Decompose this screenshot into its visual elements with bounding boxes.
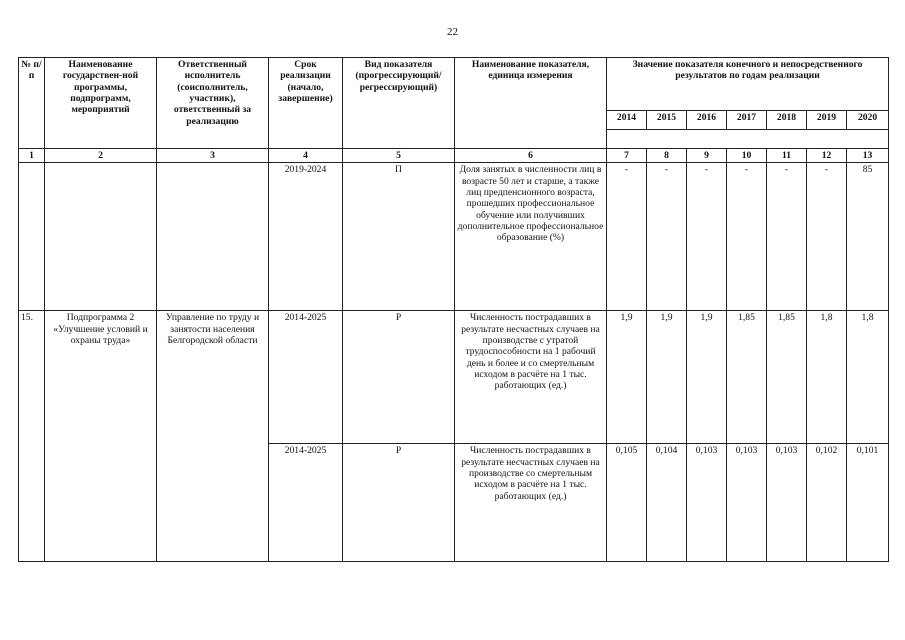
row-value: 0,103 — [687, 444, 727, 562]
row-value: - — [727, 163, 767, 311]
row-value: 1,9 — [687, 311, 727, 444]
header-spacer — [607, 130, 889, 149]
row-value: 1,9 — [607, 311, 647, 444]
header-year: 2018 — [767, 111, 807, 130]
row-value: 1,9 — [647, 311, 687, 444]
column-number: 13 — [847, 149, 889, 163]
column-number: 7 — [607, 149, 647, 163]
header-name: Наименование государствен-ной программы, подпрограмм, мероприятий — [45, 58, 157, 149]
row-indicator: Доля занятых в численности лиц в возрасте 50 лет и старше, а также лиц предпенсионного возраста, прошедших профессиональное обучение или получивших дополнительное профессиональное образование (%) — [455, 163, 607, 311]
row-value: 0,105 — [607, 444, 647, 562]
header-year: 2019 — [807, 111, 847, 130]
row-term: 2019-2024 — [269, 163, 343, 311]
column-number: 10 — [727, 149, 767, 163]
header-responsible: Ответственный исполнитель (соисполнитель, участник), ответственный за реализацию — [157, 58, 269, 149]
header-year: 2020 — [847, 111, 889, 130]
row-value: 85 — [847, 163, 889, 311]
row-term: 2014-2025 — [269, 444, 343, 562]
column-number: 1 — [19, 149, 45, 163]
row-num: 15. — [19, 311, 45, 562]
header-indicator: Наименование показателя, единица измерения — [455, 58, 607, 149]
column-number: 9 — [687, 149, 727, 163]
header-year: 2014 — [607, 111, 647, 130]
header-year: 2017 — [727, 111, 767, 130]
header-year: 2015 — [647, 111, 687, 130]
row-responsible — [157, 163, 269, 311]
row-value: 1,8 — [807, 311, 847, 444]
page-number: 22 — [447, 26, 458, 38]
header-values-group: Значение показателя конечного и непосредственного результатов по годам реализации — [607, 58, 889, 111]
row-responsible: Управление по труду и занятости населения Белгородской области — [157, 311, 269, 562]
column-number: 12 — [807, 149, 847, 163]
header-num: № п/п — [19, 58, 45, 149]
row-value: 0,103 — [767, 444, 807, 562]
column-number-row — [19, 149, 889, 163]
row-name: Подпрограмма 2 «Улучшение условий и охраны труда» — [45, 311, 157, 562]
row-value: - — [687, 163, 727, 311]
header-type: Вид показателя (прогрессирующий/ регрессирующий) — [343, 58, 455, 149]
indicators-table — [18, 57, 889, 562]
column-number: 5 — [343, 149, 455, 163]
row-value: - — [607, 163, 647, 311]
row-value: - — [647, 163, 687, 311]
row-type: Р — [343, 444, 455, 562]
row-value: 1,85 — [727, 311, 767, 444]
row-value: - — [767, 163, 807, 311]
column-number: 6 — [455, 149, 607, 163]
table-row — [19, 163, 889, 311]
column-number: 4 — [269, 149, 343, 163]
column-number: 8 — [647, 149, 687, 163]
row-indicator: Численность пострадавших в результате несчастных случаев на производстве со смертельным исходом в расчёте на 1 тыс. работающих (ед.) — [455, 444, 607, 562]
row-value: - — [807, 163, 847, 311]
row-type: Р — [343, 311, 455, 444]
row-indicator: Численность пострадавших в результате несчастных случаев на производстве с утратой трудоспособности на 1 рабочий день и более и со смертельным исходом в расчёте на 1 тыс. работающих (ед.) — [455, 311, 607, 444]
row-value: 1,85 — [767, 311, 807, 444]
row-type: П — [343, 163, 455, 311]
row-num — [19, 163, 45, 311]
header-term: Срок реализации (начало, завершение) — [269, 58, 343, 149]
row-value: 1,8 — [847, 311, 889, 444]
row-name — [45, 163, 157, 311]
row-value: 0,103 — [727, 444, 767, 562]
column-number: 3 — [157, 149, 269, 163]
column-number: 2 — [45, 149, 157, 163]
column-number: 11 — [767, 149, 807, 163]
row-value: 0,102 — [807, 444, 847, 562]
row-value: 0,104 — [647, 444, 687, 562]
row-term: 2014-2025 — [269, 311, 343, 444]
header-year: 2016 — [687, 111, 727, 130]
table-row — [19, 311, 889, 444]
row-value: 0,101 — [847, 444, 889, 562]
